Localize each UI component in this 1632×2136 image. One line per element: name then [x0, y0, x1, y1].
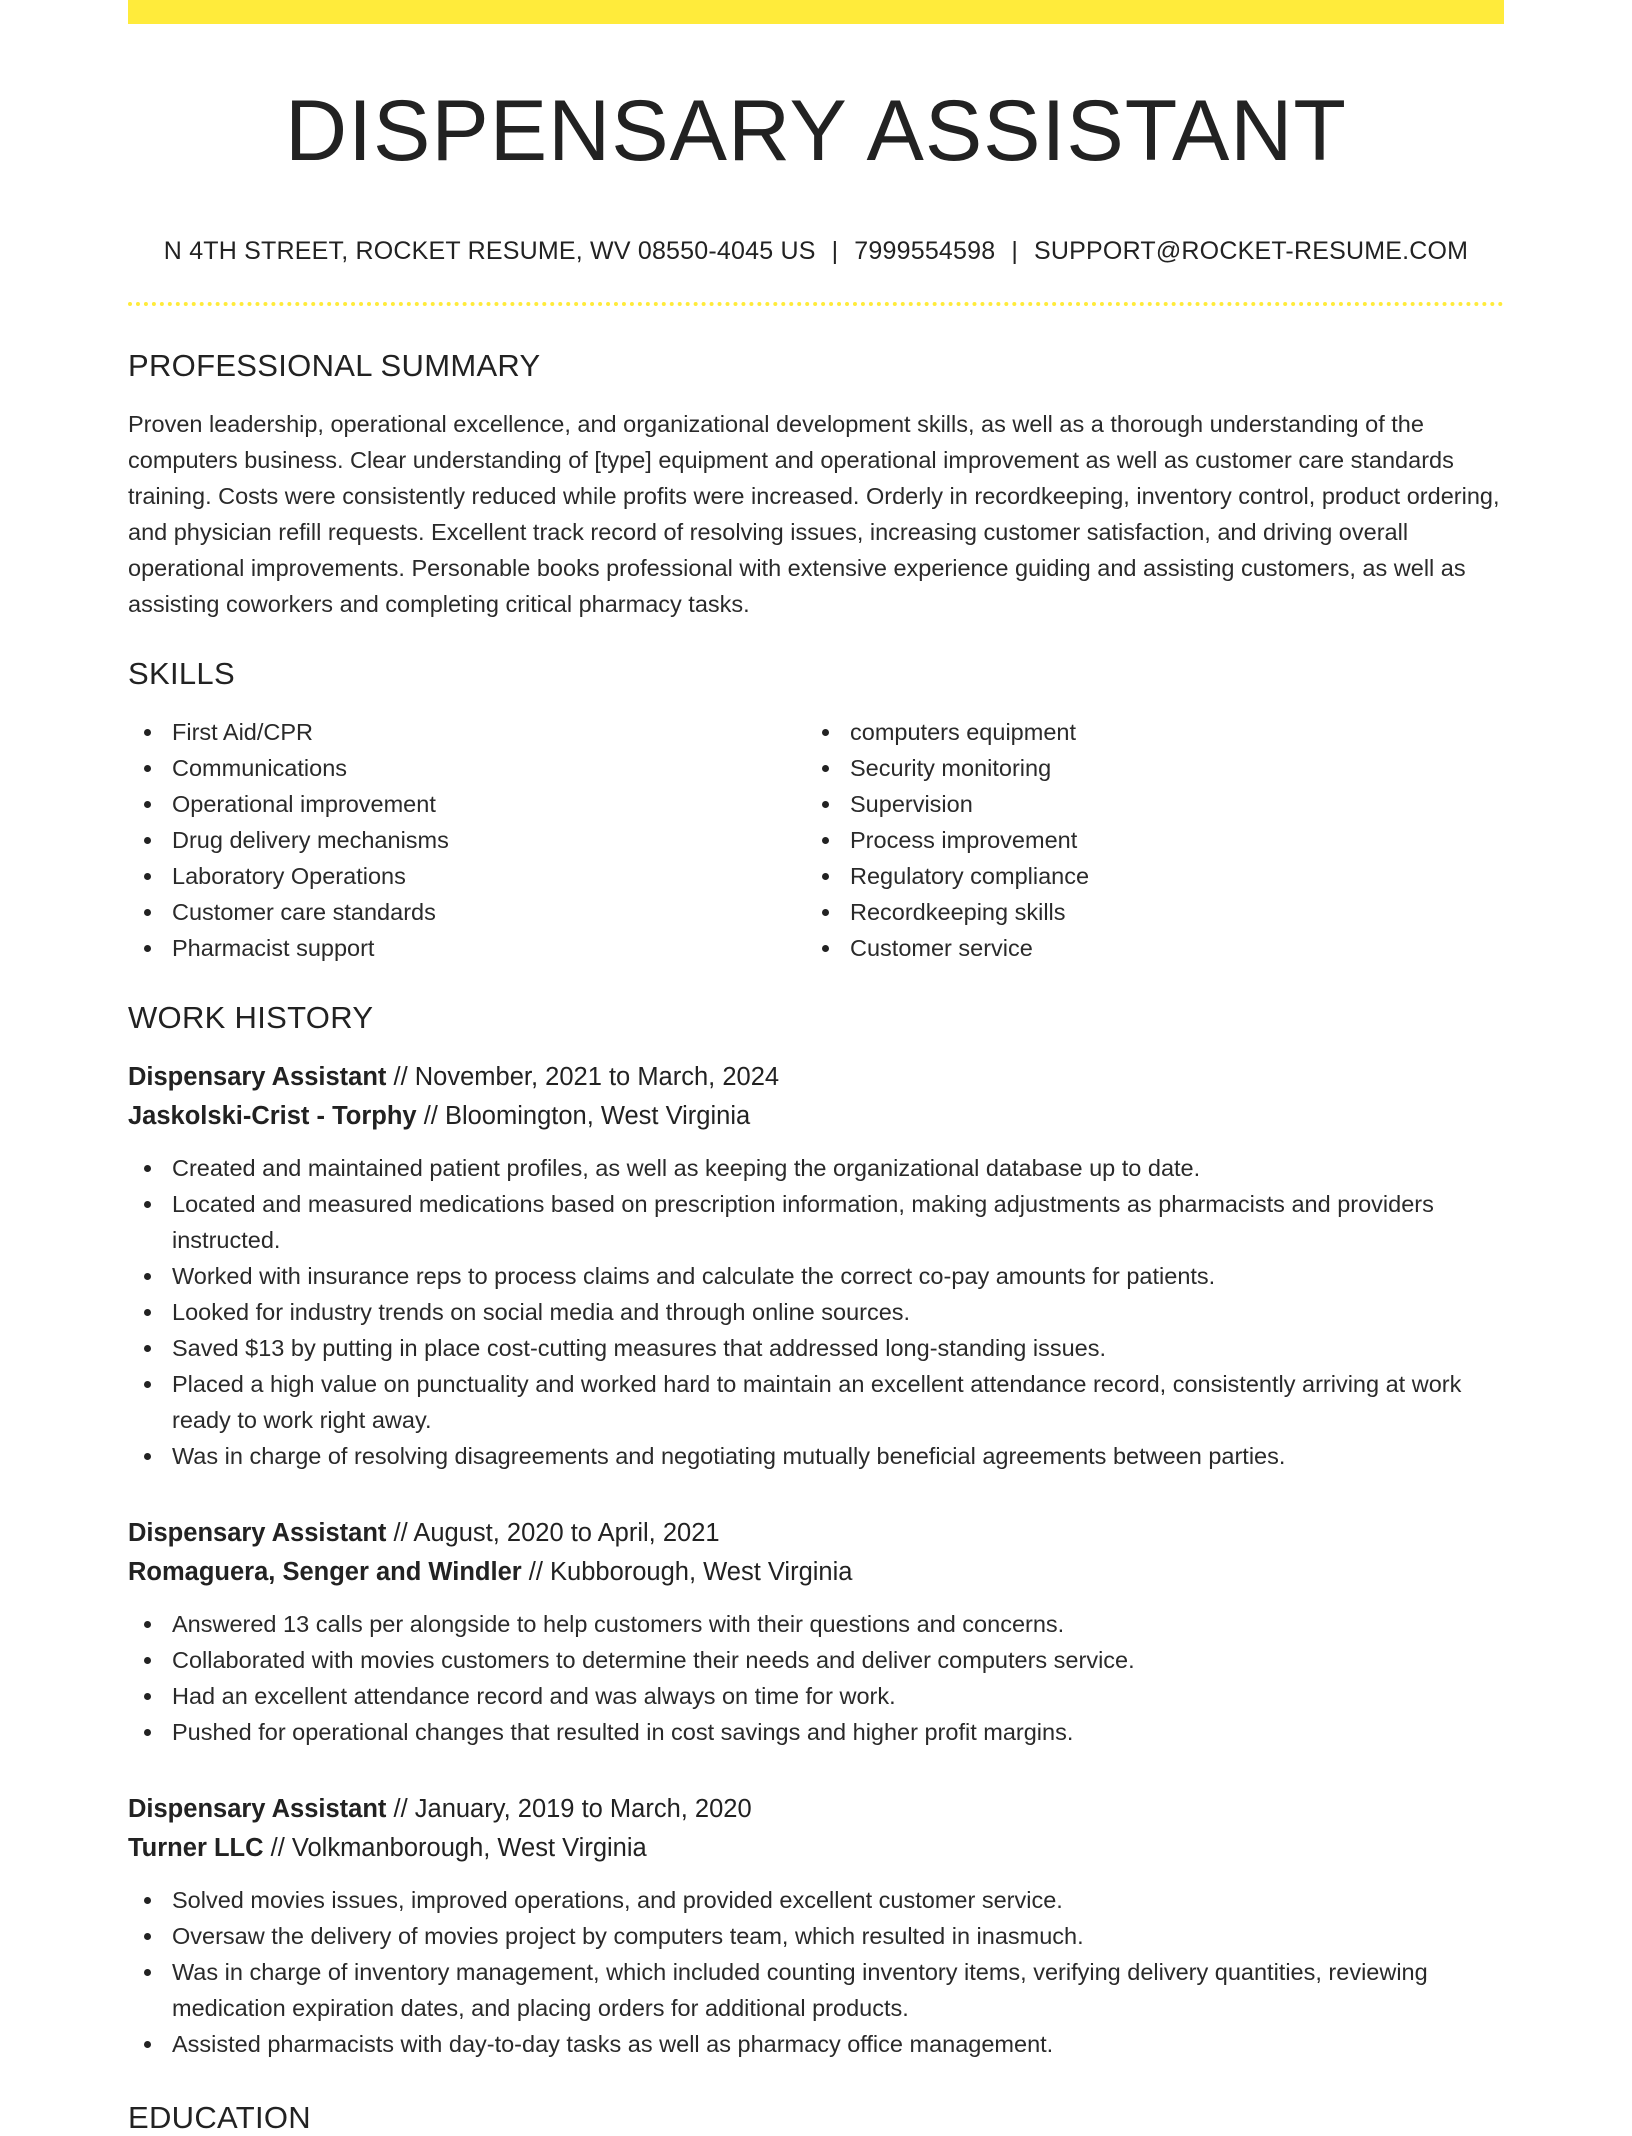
- job-duties: [128, 1882, 1504, 2062]
- job-duty-item: Looked for industry trends on social media and through online sources.: [128, 1294, 1504, 1330]
- job-dates: // January, 2019 to March, 2020: [386, 1794, 752, 1823]
- job-duty-item: Assisted pharmacists with day-to-day tasks as well as pharmacy office management.: [128, 2026, 1504, 2062]
- job-role: Dispensary Assistant: [128, 1518, 387, 1547]
- job-duties: [128, 1150, 1504, 1474]
- job-duty-item: Had an excellent attendance record and was always on time for work.: [128, 1678, 1504, 1714]
- contact-separator: |: [831, 236, 839, 265]
- job-company: Jaskolski-Crist - Torphy: [128, 1101, 417, 1130]
- job-entry: [128, 1514, 1504, 1750]
- skills-column-right: [806, 714, 1484, 966]
- skill-item: Communications: [128, 750, 806, 786]
- job-location: // Kubborough, West Virginia: [521, 1557, 853, 1586]
- work-history-heading: WORK HISTORY: [128, 999, 374, 1035]
- job-company: Turner LLC: [128, 1833, 264, 1862]
- job-location: // Bloomington, West Virginia: [416, 1101, 751, 1130]
- summary-heading: PROFESSIONAL SUMMARY: [128, 347, 541, 383]
- job-duty-item: Created and maintained patient profiles, as well as keeping the organizational database up to date.: [128, 1150, 1504, 1186]
- job-company-line: [128, 1553, 1504, 1592]
- job-role-line: [128, 1058, 1504, 1097]
- header-divider: [128, 302, 1504, 306]
- job-role-line: [128, 1790, 1504, 1829]
- job-entry: [128, 1058, 1504, 1474]
- summary-text: Proven leadership, operational excellence, and organizational development skills, as well as a thorough understanding of the computers business. Clear understanding of [type] equipment and operational improvement as well as customer care standards training. Costs were consistently reduced while profits were increased. Orderly in recordkeeping, inventory control, product ordering, and physician refill requests. Excellent track record of resolving issues, increasing customer satisfaction, and driving overall operational improvements. Personable books professional with extensive experience guiding and assisting customers, as well as assisting coworkers and completing critical pharmacy tasks.: [128, 410, 1500, 617]
- contact-email: SUPPORT@ROCKET-RESUME.COM: [1034, 236, 1469, 265]
- resume-title: DISPENSARY ASSISTANT: [285, 83, 1347, 179]
- skill-item: Recordkeeping skills: [806, 894, 1484, 930]
- job-duty-item: Answered 13 calls per alongside to help customers with their questions and concerns.: [128, 1606, 1504, 1642]
- contact-line: [128, 237, 1504, 266]
- skill-item: First Aid/CPR: [128, 714, 806, 750]
- skill-item: Security monitoring: [806, 750, 1484, 786]
- skill-item: computers equipment: [806, 714, 1484, 750]
- job-company-line: [128, 1829, 1504, 1868]
- skill-item: Regulatory compliance: [806, 858, 1484, 894]
- top-accent-bar: [128, 0, 1504, 24]
- job-duty-item: Located and measured medications based on prescription information, making adjustments as pharmacists and providers instructed.: [128, 1186, 1504, 1258]
- job-entry: [128, 1790, 1504, 2062]
- job-duty-item: Solved movies issues, improved operations, and provided excellent customer service.: [128, 1882, 1504, 1918]
- skill-item: Pharmacist support: [128, 930, 806, 966]
- skills-column-left: [128, 714, 806, 966]
- job-location: // Volkmanborough, West Virginia: [263, 1833, 647, 1862]
- contact-separator: |: [1011, 236, 1019, 265]
- job-duty-item: Was in charge of resolving disagreements and negotiating mutually beneficial agreements between parties.: [128, 1438, 1504, 1474]
- job-company: Romaguera, Senger and Windler: [128, 1557, 522, 1586]
- education-heading: EDUCATION: [128, 2099, 311, 2135]
- skill-item: Laboratory Operations: [128, 858, 806, 894]
- skill-item: Supervision: [806, 786, 1484, 822]
- skill-item: Customer service: [806, 930, 1484, 966]
- job-dates: // August, 2020 to April, 2021: [386, 1518, 720, 1547]
- resume-page: [128, 0, 1504, 2135]
- skill-item: Process improvement: [806, 822, 1484, 858]
- skill-item: Operational improvement: [128, 786, 806, 822]
- job-duty-item: Was in charge of inventory management, which included counting inventory items, verifying delivery quantities, reviewing medication expiration dates, and placing orders for additional products.: [128, 1954, 1504, 2026]
- skills-list: [128, 714, 1504, 966]
- job-role: Dispensary Assistant: [128, 1794, 387, 1823]
- job-duty-item: Collaborated with movies customers to determine their needs and deliver computers service.: [128, 1642, 1504, 1678]
- job-duty-item: Saved $13 by putting in place cost-cutting measures that addressed long-standing issues.: [128, 1330, 1504, 1366]
- job-dates: // November, 2021 to March, 2024: [386, 1062, 780, 1091]
- job-duty-item: Oversaw the delivery of movies project by computers team, which resulted in inasmuch.: [128, 1918, 1504, 1954]
- job-role-line: [128, 1514, 1504, 1553]
- job-role: Dispensary Assistant: [128, 1062, 387, 1091]
- job-company-line: [128, 1097, 1504, 1136]
- contact-phone: 7999554598: [854, 236, 996, 265]
- job-duty-item: Placed a high value on punctuality and worked hard to maintain an excellent attendance record, consistently arriving at work ready to work right away.: [128, 1366, 1504, 1438]
- job-duty-item: Worked with insurance reps to process claims and calculate the correct co-pay amounts for patients.: [128, 1258, 1504, 1294]
- skill-item: Drug delivery mechanisms: [128, 822, 806, 858]
- job-duty-item: Pushed for operational changes that resulted in cost savings and higher profit margins.: [128, 1714, 1504, 1750]
- skill-item: Customer care standards: [128, 894, 806, 930]
- contact-address: N 4TH STREET, ROCKET RESUME, WV 08550-4045 US: [163, 236, 816, 265]
- skills-heading: SKILLS: [128, 655, 235, 691]
- job-duties: [128, 1606, 1504, 1750]
